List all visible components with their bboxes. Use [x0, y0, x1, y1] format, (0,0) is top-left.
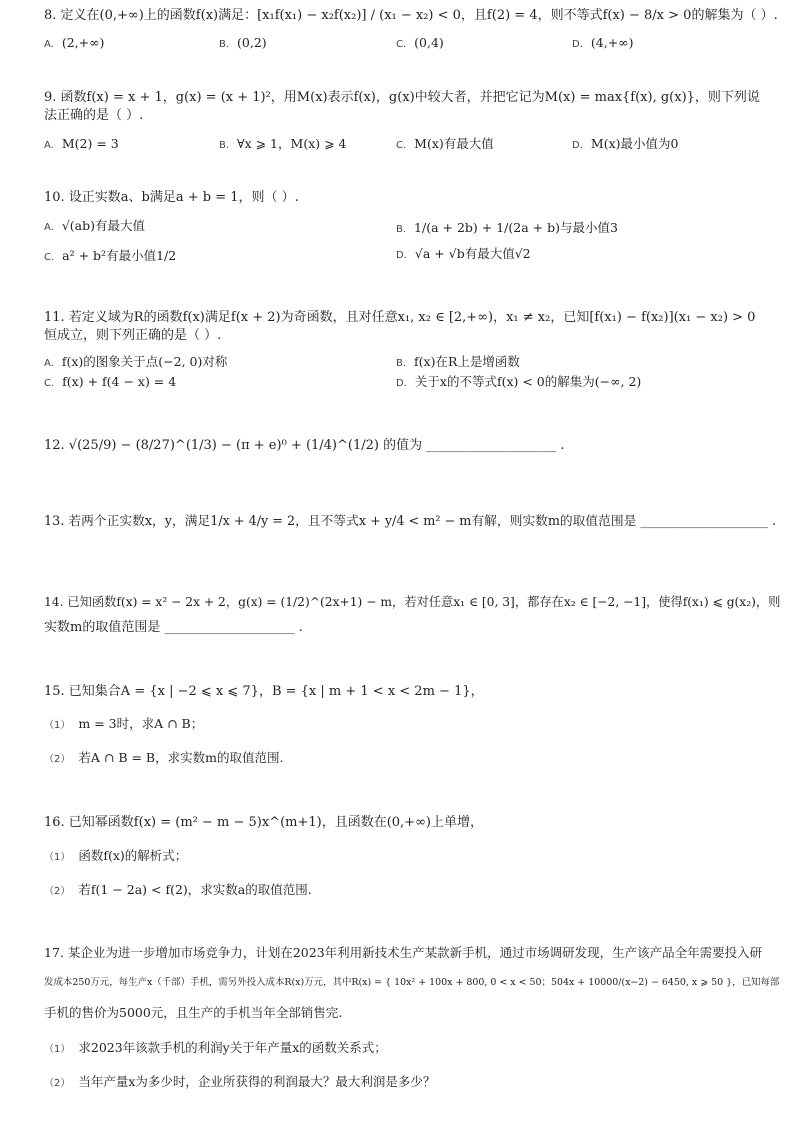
q11-stem-line2: 恒成立，则下列正确的是（ ）. [44, 328, 222, 343]
option-text: M(x)最小值为0 [590, 136, 679, 151]
q17-part-2 [44, 1074, 435, 1092]
option-label: B. [219, 140, 230, 151]
q17-part-1 [44, 1040, 387, 1058]
option-label: D. [396, 250, 407, 261]
option-text: √a + √b有最大值√2 [414, 246, 531, 261]
q14-stem-line1: 14. 已知函数f(x) = x² − 2x + 2，g(x) = (1/2)^(2x+1) − m，若对任意x₁ ∈ [0, 3]，都存在x₂ ∈ [−2, −1]，使得f(x₁) ⩽ g(x₂)，则 [44, 595, 781, 609]
q16-part-1 [44, 848, 187, 866]
q16-stem: 16. 已知幂函数f(x) = (m² − m − 5)x^(m+1)，且函数在(0,+∞)上单增， [44, 815, 483, 830]
q17-stem-line2: 发成本250万元，每生产x（千部）手机，需另外投入成本R(x)万元，其中R(x) = { 10x² + 100x + 800, 0 < x < 50；504x + 10000/(x−2) − 6450, x ⩾ 50 }，已知每部 [44, 977, 780, 988]
option-label: C. [396, 140, 407, 151]
q13-stem: 13. 若两个正实数x，y，满足1/x + 4/y = 2，且不等式x + y/4 < m² − m有解，则实数m的取值范围是 ____________________ . [44, 514, 777, 529]
part-label: （1） [44, 852, 71, 863]
option-text: 1/(a + 2b) + 1/(2a + b)与最小值3 [414, 220, 618, 235]
option-label: C. [44, 378, 55, 389]
option-label: A. [44, 358, 54, 369]
q8-option-a [44, 35, 104, 53]
option-label: A. [44, 39, 54, 50]
part-text: 函数f(x)的解析式； [78, 848, 188, 863]
q17-stem-line1: 17. 某企业为进一步增加市场竞争力，计划在2023年利用新技术生产某款新手机，通过市场调研发现，生产该产品全年需要投入研 [44, 945, 763, 960]
option-text: a² + b²有最小值1/2 [62, 248, 177, 263]
q11-stem-line1: 11. 若定义域为R的函数f(x)满足f(x + 2)为奇函数，且对任意x₁, x₂ ∈ [2,+∞)，x₁ ≠ x₂，已知[f(x₁) − f(x₂)](x₁ − x₂) > 0 [44, 310, 756, 325]
q11-option-d [396, 374, 641, 392]
q8-stem: 8. 定义在(0,+∞)上的函数f(x)满足：[x₁f(x₁) − x₂f(x₂)] / (x₁ − x₂) < 0，且f(2) = 4，则不等式f(x) − 8/x > 0的解集为（ ）. [44, 8, 778, 23]
option-label: B. [396, 358, 407, 369]
option-label: B. [219, 39, 230, 50]
option-text: (0,2) [237, 35, 267, 50]
part-text: 当年产量x为多少时，企业所获得的利润最大？最大利润是多少？ [78, 1074, 436, 1089]
q9-stem-line1: 9. 函数f(x) = x + 1，g(x) = (x + 1)²，用M(x)表示f(x)，g(x)中较大者，并把它记为M(x) = max{f(x), g(x)}，则下列说 [44, 90, 760, 105]
q9-option-c [396, 136, 494, 154]
option-label: A. [44, 140, 54, 151]
q11-option-c [44, 374, 176, 392]
part-label: （2） [44, 886, 71, 897]
q10-option-c [44, 248, 176, 266]
q11-option-a [44, 354, 227, 372]
q11-option-b [396, 354, 520, 372]
q8-option-b [219, 35, 267, 53]
option-text: f(x)的图象关于点(−2, 0)对称 [61, 354, 228, 369]
option-text: ∀x ⩾ 1，M(x) ⩾ 4 [237, 136, 347, 151]
q9-option-d [572, 136, 678, 154]
q17-stem-line3: 手机的售价为5000元，且生产的手机当年全部销售完. [44, 1005, 343, 1020]
q8-option-c [396, 35, 444, 53]
option-text: (0,4) [414, 35, 444, 50]
q10-option-a [44, 218, 145, 236]
option-text: M(x)有最大值 [414, 136, 494, 151]
q15-stem: 15. 已知集合A = {x | −2 ⩽ x ⩽ 7}，B = {x | m + 1 < x < 2m − 1}， [44, 684, 484, 699]
q10-stem: 10. 设正实数a、b满足a + b = 1，则（ ）. [44, 190, 299, 205]
part-label: （2） [44, 1078, 71, 1089]
option-text: f(x) + f(4 − x) = 4 [62, 374, 177, 389]
option-text: (4,+∞) [590, 35, 634, 50]
option-text: 关于x的不等式f(x) < 0的解集为(−∞, 2) [414, 374, 642, 389]
q10-option-b [396, 220, 618, 238]
q10-option-d [396, 246, 531, 264]
part-text: m = 3时，求A ∩ B； [78, 716, 204, 731]
part-text: 求2023年该款手机的利润y关于年产量x的函数关系式； [78, 1040, 387, 1055]
q15-part-1 [44, 716, 203, 734]
option-label: B. [396, 224, 407, 235]
option-label: D. [572, 140, 583, 151]
part-text: 若f(1 − 2a) < f(2)，求实数a的取值范围. [78, 882, 312, 897]
option-text: f(x)在R上是增函数 [414, 354, 520, 369]
option-text: √(ab)有最大值 [61, 218, 146, 233]
q16-part-2 [44, 882, 312, 900]
option-label: D. [572, 39, 583, 50]
part-label: （1） [44, 1044, 71, 1055]
q9-stem-line2: 法正确的是（ ）. [44, 108, 144, 123]
q12-stem: 12. √(25/9) − (8/27)^(1/3) − (π + e)⁰ + (1/4)^(1/2) 的值为 ____________________ . [44, 438, 565, 453]
q14-stem-line2: 实数m的取值范围是 ____________________ . [44, 620, 303, 635]
part-text: 若A ∩ B = B，求实数m的取值范围. [78, 750, 284, 765]
q9-option-b [219, 136, 347, 154]
option-label: C. [44, 252, 55, 263]
part-label: （1） [44, 720, 71, 731]
option-text: (2,+∞) [61, 35, 105, 50]
q15-part-2 [44, 750, 283, 768]
option-label: A. [44, 222, 54, 233]
q9-option-a [44, 136, 119, 154]
q8-option-d [572, 35, 633, 53]
option-text: M(2) = 3 [61, 136, 119, 151]
option-label: D. [396, 378, 407, 389]
option-label: C. [396, 39, 407, 50]
part-label: （2） [44, 754, 71, 765]
